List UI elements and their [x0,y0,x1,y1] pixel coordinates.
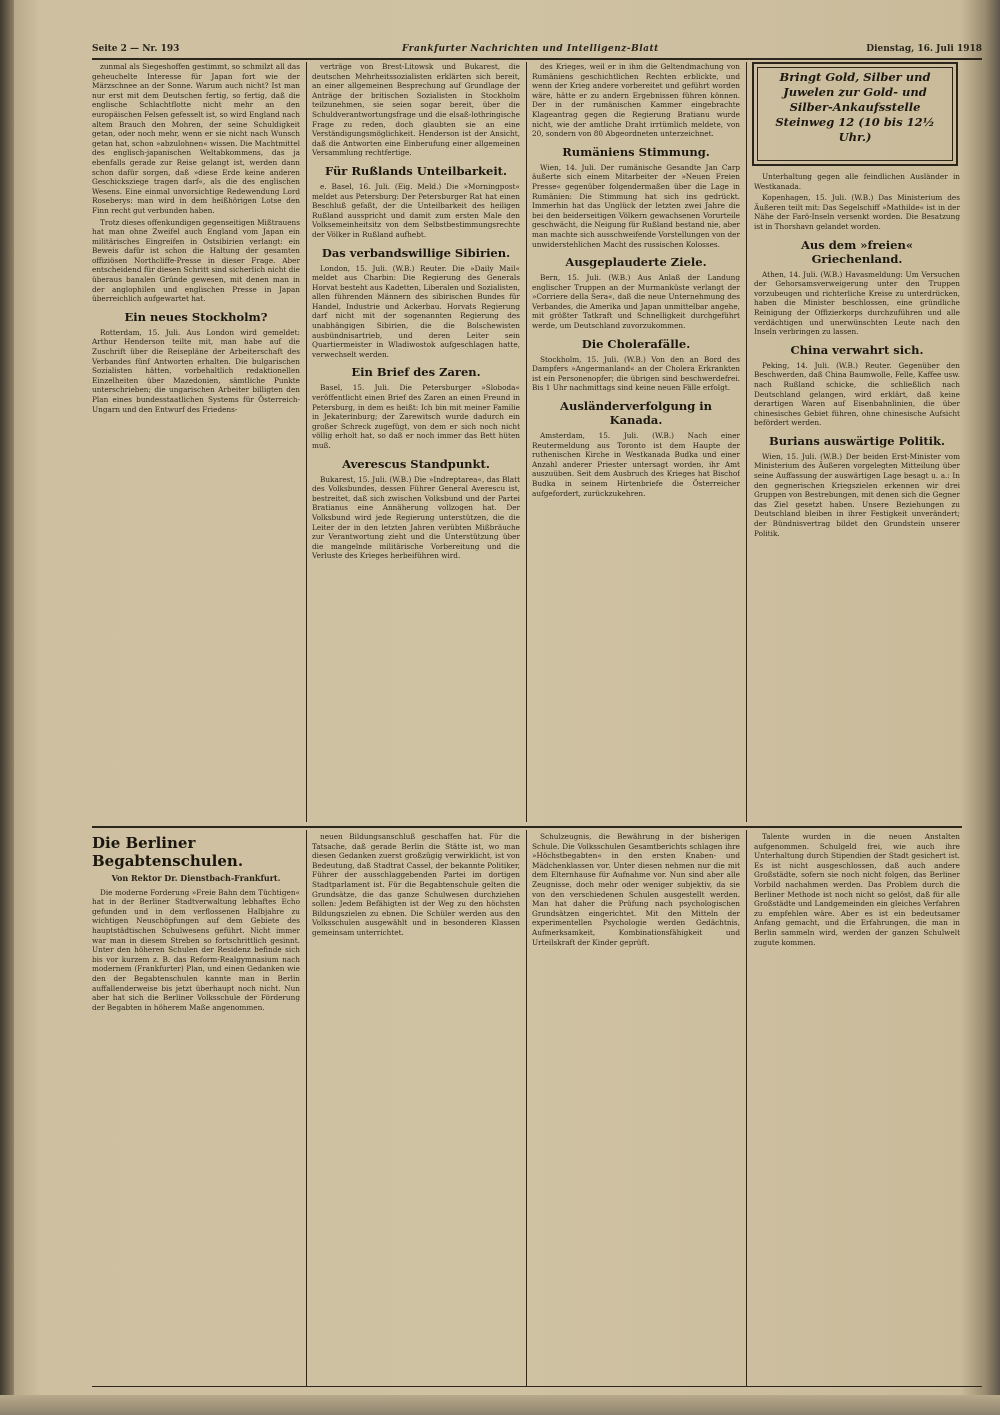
article-column-4 [754,832,960,1384]
col2-paragraph: verträge von Brest-Litowsk und Bukarest, die deutschen Mehrheitssozialisten erklärten sich bereit, an einer allgemeinen Besprechung auf Grundlage der Anträge der britischen Sozialisten in Stockholm teilzunehmen, sie seien sogar bereit, über die Schuldverantwortungsfrage und die elsaß-lothringische Frage zu reden, doch glaubten sie an eine Verständigungsmöglichkeit. Henderson ist der Ansicht, daß die Antworten eine Einberufung einer allgemeinen Versammlung rechtfertige. [312,62,520,158]
article-paragraph: Die moderne Forderung »Freie Bahn dem Tüchtigen« hat in der Berliner Stadtverwaltung lebhaftes Echo gefunden und in dem verflossenen Halbjahre zu wichtigen Neuschöpfungen auf dem Gebiete des hauptstädtischen Schulwesens geführt. Nicht immer war man in diesem Streben so fortschrittlich gesinnt. Unter den höheren Schulen der Residenz befinde sich bis vor kurzem z. B. das Reform-Realgymnasium nach modernem (Frankfurter) Plan, und einen Gedanken wie den der Begabtenschulen kannte man in Berlin auffallenderweise bis jetzt überhaupt noch nicht. Nun aber hat sich die Berliner Volksschule der Förderung der Begabten in höherem Maße angenommen. [92,887,300,1012]
headline-burian: Burians auswärtige Politik. [769,433,945,448]
article-column-1 [92,832,300,1384]
column-rule [746,830,747,1386]
col2-paragraph: London, 15. Juli. (W.B.) Reuter. Die »Daily Mail« meldet aus Charbin: Die Regierung des Generals Horvat besteht aus Kadetten, Liberalen und Sozialisten, allen führenden Männern des sibirischen Bundes für Handel, Industrie und Ackerbau. Horvats Regierung darf nicht mit der sogenannten Regierung des unabhängigen Sibirien, die die Bolschewisten ausbündnisartrieb, und deren Leiter sein Quartiermeister in Wladiwostok aufgeschlagen hatte, verwechselt werden. [312,263,520,359]
ad-text: Bringt Gold, Silber und Juwelen zur Gold- und Silber-Ankaufsstelle Steinweg 12 (10 bis 12½ Uhr.) [775,70,935,144]
col3-paragraph: Wien, 14. Juli. Der rumänische Gesandte Jan Carp äußerte sich einem Mitarbeiter der »Neuen Freien Presse« gegenüber folgendermaßen über die Lage in Rumänien: Die Stimmung hat sich ins gedrückt. Immerhin hat das Unglück der letzten zwei Jahre die bei den beiderseitigen Völkern gewachsenen Vorurteile geschwächt, die Neigung für Rußland bestand nie, aber man machte sich ausschweifende Vorstellungen von der unwiderstehlichen Macht des russischen Kolosses. [532,162,740,249]
col4-paragraph: Athen, 14. Juli. (W.B.) Havasmeldung: Um Versuchen der Gehorsamsverweigerung unter den Truppen vorzubeugen und richterliche Kreise zu unterdrücken, haben die Minister beschlossen, eine gründliche Reinigung der Offizierkorps durchzuführen und alle verdächtigen und unerwünschten Leute nach den Inseln verbringen zu lassen. [754,269,960,337]
col2-paragraph: e. Basel, 16. Juli. (Eig. Meld.) Die »Morningpost« meldet aus Petersburg: Der Petersburger Rat hat einen Beschluß gefaßt, der die Unteilbarkeit des heiligen Rußland ausspricht und damit zum ersten Male den Volksemeinheitsitz von dem Selbstbestimmungsrechte der Völker in Rußland aufhebt. [312,181,520,239]
article-title: Die Berliner Begabtenschulen. [92,834,244,870]
column-rule [306,62,307,822]
col3-paragraph: des Krieges, weil er in ihm die Geltendmachung von Rumäniens geschichtlichen Rechten erblickte, und wenn der Krieg andere vorbereitet und geführt worden wäre, hätte er zu andern Ergebnissen führen können. Der in der rumänischen Kammer eingebrachte Klageantrag gegen die Regierung Bratianu wurde nicht, wie der amtliche Draht irrtümlich meldete, von 20, sondern von 80 Abgeordneten unterzeichnet. [532,62,740,139]
col1-paragraph: zunmal als Siegeshoffen gestimmt, so schmilzt all das geheuchelte Interesse für Japan fort wie der Märzschnee an der Sonne. Warum auch nicht? Ist man nur erst mit dem Deutschen fertig, so fertig, daß die englische Schlachtflotte nicht mehr an den europäischen Felsen gefesselt ist, so wird England nach altem Brauch den Mohren, der seine Schuldigkeit getan, oder noch mehr, wenn er sie nicht nach Wunsch getan hat, schon »abzulohnen« wissen. Die Machtmittel des englisch-japanischen Weltabkommens, das ja ebenfalls gerade zur Reise gelangt ist, werden dann schon dafür sorgen, daß »diese Erde keine anderen Geschicksziege tragen darf«, als die des englischen Wesens. Eine einmal unvorsichtige Redewendung Lord Roseberys: man wird in dem heißhörigen Lotse den Finn recht gut verbunden haben. [92,62,300,215]
header-date: Dienstag, 16. Juli 1918 [866,44,982,54]
col3-paragraph: Amsterdam, 15. Juli. (W.B.) Nach einer Reutermeldung aus Toronto ist dem Haupte der ruthenischen Kirche in Westkanada Budka und einer Anzahl anderer Priester untersagt worden, ihr Amt auszuüben. Seit dem Ausbruch des Krieges hat Bischof Budka in seinem Hirtenbriefe die Österreicher aufgefordert, zurückzukehren. [532,431,740,498]
page-bottom-edge [0,1395,1000,1415]
headline-zar: Ein Brief des Zaren. [351,365,481,380]
bottom-rule [92,1386,982,1387]
column-2 [312,62,520,822]
col3-paragraph: Bern, 15. Juli. (W.B.) Aus Anlaß der Landung englischer Truppen an der Murmanküste verlangt der »Corriere della Sera«, daß die neue Unternehmung des Verbandes, die Amerika und Japan unmittelbar angehe, mit größter Tatkraft und Schnelligkeit durchgeführt werde, um Deutschland zuvorzukommen. [532,273,740,331]
article-paragraph: Talente wurden in die neuen Anstalten aufgenommen. Schulgeld frei, wie auch ihre Unterhaltung durch Stipendien der Stadt gesichert ist. Es ist nicht ausgeschlossen, daß auch andere Großstädte, sofern sie noch nicht folgen, das Berliner Vorbild nachahmen werden. Das Problem durch die Berliner Methode ist noch nicht so gelöst, daß für alle Großstädte und Landgemeinden ein gleiches Verfahren zu empfehlen wäre. Aber es ist ein bedeutsamer Anfang gemacht, und die Erfahrungen, die man in Berlin sammeln wird, werden der ganzen Schulwelt zugute kommen. [754,832,960,947]
article-author: Von Rektor Dr. Dienstbach-Frankfurt. [111,873,281,883]
column-rule [526,62,527,822]
col2-paragraph: Bukarest, 15. Juli. (W.B.) Die »Indreptarea«, das Blatt des Volksbundes, dessen Führer General Averescu ist, bestreitet, daß sich zwischen Volksbund und der Partei Bratianus eine Annäherung vollzogen hat. Der Volksbund wird jede Regierung unterstützen, die die Leiter der in den letzten Jahren verübten Mißbräuche zur Verantwortung zieht und die Unterstützung über die mangelnde militärische Vorbereitung und die Verluste des Krieges herbeiführen wird. [312,474,520,561]
article-paragraph: Schulzeugnis, die Bewährung in der bisherigen Schule. Die Volksschulen Gesamtberichts schlagen ihre »Höchstbegabten« in den ersten Knaben- und Mädchenklassen vor. Unter diesen nehmen nur die mit dem Elternhause für Aufnahme vor. Nun sind aber alle Zeugnisse, doch mehr oder weniger subjektiv, da sie von den verschiedenen Schulen ausgestellt werden. Man hat daher die Prüfung nach psychologischen Grundsätzen eingerichtet. Mit den Mitteln der experimentellen Psychologie werden Gedächtnis, Aufmerksamkeit, Kombinationsfähigkeit und Urteilskraft der Kinder geprüft. [532,832,740,947]
article-paragraph: neuen Bildungsanschluß geschaffen hat. Für die Tatsache, daß gerade Berlin die Stätte ist, wo man diesen Gedanken zuerst großzügig verwirklicht, ist von Bedeutung, daß Stadtrat Cassel, der bekannte Politiker, Führer der ausschlaggebenden Partei im dortigen Stadtparlament ist. Für die Begabtenschule gelten die Grundsätze, die das ganze Schulwesen durchziehen sollen: Jedem Befähigten ist der Weg zu den höchsten Bildungszielen zu ebnen. Die Schüler werden aus den Volksschulen ausgewählt und in besonderen Klassen gemeinsam unterrichtet. [312,832,520,937]
headline-averescu: Averescus Standpunkt. [342,456,490,471]
article-column-2 [312,832,520,1384]
column-4 [754,172,960,822]
col2-paragraph: Basel, 15. Juli. Die Petersburger »Sloboda« veröffentlicht einen Brief des Zaren an einen Freund in Petersburg, in dem es heißt: Ich bin mit meiner Familie in Jekaterinburg; der Zarewitsch wurde dadurch ein großer Schreck zugefügt, von dem er sich noch nicht völlig erholt hat, so daß er noch immer das Bett hüten muß. [312,383,520,450]
col4-paragraph: Kopenhagen, 15. Juli. (W.B.) Das Ministerium des Äußeren teilt mit: Das Segelschiff »Mathilde« ist in der Nähe der Farö-Inseln versenkt worden. Die Besatzung ist in Thorshavn gelandet worden. [754,193,960,231]
section-rule [92,826,962,828]
gold-advertisement [752,62,958,166]
column-3 [532,62,740,822]
col4-paragraph: Peking, 14. Juli. (W.B.) Reuter. Gegenüber den Beschwerden, daß China Baumwolle, Felle, Kaffee usw. nach Rußland schicke, die schließlich nach Deutschland gelangen, wird erklärt, daß keine derartigen Waren auf Eisenbahnlinien, die über chinesisches Gebiet führen, ohne chinesische Aufsicht befördert werden. [754,360,960,428]
headline-kanada: Ausländerverfolgung in Kanada. [560,399,712,428]
col4-paragraph: Wien, 15. Juli. (W.B.) Der beiden Erst-Minister vom Ministerium des Äußeren vorgelegten Mitteilung über seine Auffassung der auswärtigen Lage besagt u. a.: In den gegnerischen Kriegszielen erkennen wir drei Gruppen von Bestrebungen, mit denen sich die Gegner das Ziel gesetzt haben. Unsere Beziehungen zu Deutschland bleiben in ihrer Festigkeit unverändert; der Bündnisvertrag bildet den Grundstein unserer Politik. [754,451,960,538]
article-column-3 [532,832,740,1384]
header-rule [92,58,982,60]
headline-rumaenien: Rumäniens Stimmung. [562,144,710,159]
binding-fold [0,0,14,1415]
header-masthead: Frankfurter Nachrichten und Intelligenz-Blatt [402,44,659,54]
col3-paragraph: Stockholm, 15. Juli. (W.B.) Von den an Bord des Dampfers »Angermanland« an der Cholera Erkrankten ist ein Personenopfer; die übrigen sind beschwerdefrei. Bis 1 Uhr nachmittags sind keine neuen Fälle erfolgt. [532,354,740,393]
col1-paragraph: Trotz dieses offenkundigen gegenseitigen Mißtrauens hat man ohne Zweifel auch England vom Japan ein militärisches Eingreifen in Ostsibirien verlangt: ein Beweis dafür ist schon die Haltung der gesamten offiziösen Northcliffe-Presse in dieser Frage. Aber entscheidend für diesen Schritt sind sicherlich nicht die überaus banalen Gründe gewesen, mit denen man in der anglophilen und englischen Presse in Japan überreichlich aufgewartet hat. [92,217,300,304]
headline-china: China verwahrt sich. [790,342,924,357]
header-page-number: Seite 2 — Nr. 193 [92,44,180,54]
headline-griechenland: Aus dem »freien« Griechenland. [800,237,914,266]
column-rule [526,830,527,1386]
headline-sibirien: Das verbandswillige Sibirien. [321,245,511,260]
col4-paragraph: Unterhaltung gegen alle feindlichen Ausländer in Westkanada. [754,172,960,191]
headline-stockholm: Ein neues Stockholm? [124,309,268,324]
headline-cholera: Die Cholerafälle. [581,336,691,351]
headline-ziele: Ausgeplauderte Ziele. [565,255,707,270]
headline-russland: Für Rußlands Unteilbarkeit. [324,163,508,178]
column-rule [306,830,307,1386]
column-rule [746,62,747,822]
column-1 [92,62,300,822]
col1-paragraph: Rotterdam, 15. Juli. Aus London wird gemeldet: Arthur Henderson teilte mit, man habe auf die Zuschrift über die Reisepläne der Arbeiterschaft des Verbandes fünf Antworten erhalten. Die bulgarischen Sozialisten hätten, vorbehaltlich redaktionellen Einzelheiten über Mazedonien, sämtliche Punkte unterschrieben; die ungarischen Arbeiter billigten den Plan eines bundesstaatlichen Systems für Österreich-Ungarn und den Entwurf des Friedens- [92,327,300,414]
